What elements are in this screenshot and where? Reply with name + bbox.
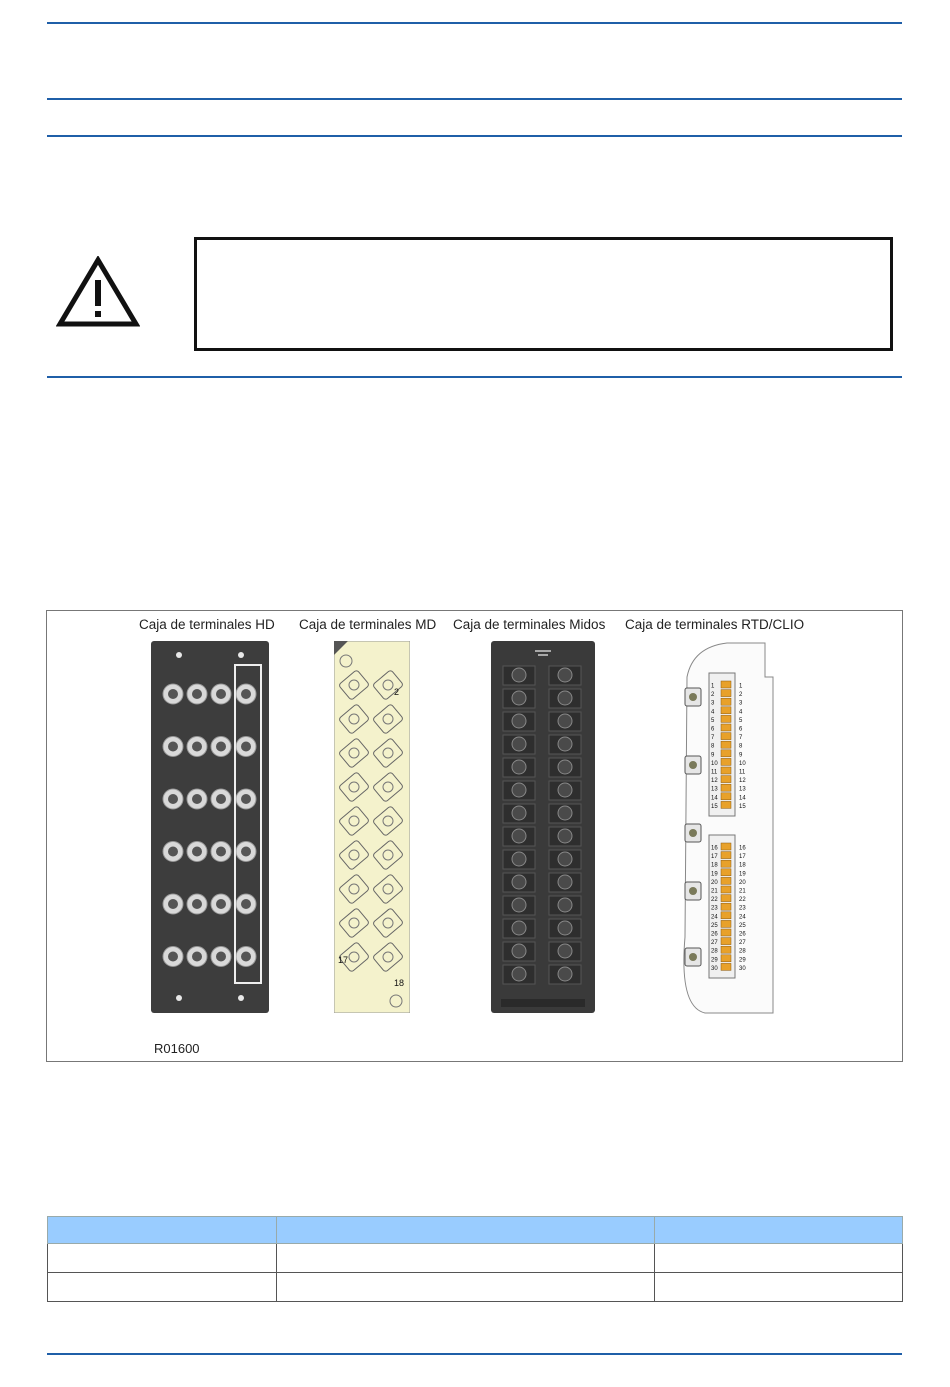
rtd-terminal-label: 13 bbox=[711, 786, 718, 793]
rtd-terminal bbox=[721, 963, 731, 970]
md-terminal-block bbox=[334, 641, 410, 1013]
rtd-clio-terminal-block bbox=[677, 637, 781, 1017]
rtd-terminal-label: 28 bbox=[711, 948, 718, 955]
rtd-terminal bbox=[721, 767, 731, 774]
rtd-terminal-label: 26 bbox=[711, 931, 718, 938]
rtd-terminal-label: 19 bbox=[711, 871, 718, 878]
rtd-terminal bbox=[721, 886, 731, 893]
rtd-terminal bbox=[721, 690, 731, 697]
rtd-terminal bbox=[721, 741, 731, 748]
rtd-terminal-label: 12 bbox=[711, 778, 718, 785]
terminal-screw-core bbox=[192, 847, 202, 857]
rtd-terminal-label: 23 bbox=[739, 905, 746, 912]
header-rule-top bbox=[47, 22, 902, 24]
section-rule-2 bbox=[47, 135, 902, 137]
rtd-terminal bbox=[721, 903, 731, 910]
terminal-screw-core bbox=[192, 742, 202, 752]
midos-terminal-block bbox=[491, 641, 595, 1013]
rtd-terminal bbox=[721, 801, 731, 808]
rtd-terminal-label: 13 bbox=[739, 786, 746, 793]
rtd-terminal-label: 22 bbox=[739, 897, 746, 904]
cable-clamp-screw bbox=[689, 693, 697, 701]
rtd-terminal-label: 7 bbox=[739, 735, 743, 742]
rtd-terminal bbox=[721, 698, 731, 705]
rtd-terminal-label: 14 bbox=[711, 795, 718, 802]
rtd-terminal-label: 6 bbox=[711, 726, 715, 733]
terminal-screw bbox=[558, 967, 572, 981]
terminal-screw-core bbox=[216, 847, 226, 857]
rtd-terminal-label: 15 bbox=[711, 803, 718, 810]
rtd-terminal-label: 8 bbox=[711, 743, 715, 750]
rtd-terminal-label: 16 bbox=[711, 845, 718, 852]
rtd-terminal-label: 6 bbox=[739, 726, 743, 733]
rtd-terminal bbox=[721, 793, 731, 800]
rtd-terminal bbox=[721, 776, 731, 783]
terminal-screw bbox=[512, 760, 526, 774]
rtd-terminal bbox=[721, 681, 731, 688]
table-row bbox=[48, 1244, 903, 1273]
terminal-screw bbox=[512, 783, 526, 797]
rtd-terminal-label: 11 bbox=[739, 769, 746, 776]
rtd-terminal bbox=[721, 707, 731, 714]
rtd-terminal bbox=[721, 750, 731, 757]
terminal-screw-core bbox=[241, 689, 251, 699]
caption-midos: Caja de terminales Midos bbox=[453, 617, 606, 632]
table-header-row bbox=[48, 1217, 903, 1244]
rtd-terminal-label: 27 bbox=[711, 940, 718, 947]
caption-md: Caja de terminales MD bbox=[299, 617, 437, 632]
rtd-terminal-label: 25 bbox=[711, 922, 718, 929]
rtd-terminal-label: 20 bbox=[739, 879, 746, 886]
table-cell bbox=[276, 1273, 655, 1302]
rtd-terminal-label: 27 bbox=[739, 940, 746, 947]
rtd-terminal bbox=[721, 852, 731, 859]
rtd-terminal-label: 14 bbox=[739, 795, 746, 802]
table-header-cell bbox=[48, 1217, 277, 1244]
terminal-screw bbox=[512, 898, 526, 912]
terminal-screw-core bbox=[168, 847, 178, 857]
rtd-terminal-label: 22 bbox=[711, 897, 718, 904]
rtd-terminal-label: 2 bbox=[711, 692, 715, 699]
terminal-screw bbox=[512, 921, 526, 935]
rtd-terminal bbox=[721, 869, 731, 876]
mounting-hole bbox=[176, 652, 182, 658]
rtd-terminal-label: 26 bbox=[739, 931, 746, 938]
rtd-terminal-label: 24 bbox=[739, 914, 746, 921]
rtd-terminal-label: 1 bbox=[739, 683, 743, 690]
terminal-screw-core bbox=[241, 742, 251, 752]
table-cell bbox=[655, 1273, 903, 1302]
terminal-screw-core bbox=[168, 742, 178, 752]
rtd-terminal-label: 16 bbox=[739, 845, 746, 852]
rtd-terminal-label: 21 bbox=[711, 888, 718, 895]
rtd-terminal-label: 15 bbox=[739, 803, 746, 810]
terminal-screw-core bbox=[168, 952, 178, 962]
terminal-screw bbox=[512, 714, 526, 728]
terminal-screw-core bbox=[192, 689, 202, 699]
md-label-17: 17 bbox=[338, 955, 349, 965]
rtd-terminal-label: 4 bbox=[711, 709, 715, 716]
terminal-screw-core bbox=[216, 794, 226, 804]
mounting-hole bbox=[238, 652, 244, 658]
rtd-terminal-label: 8 bbox=[739, 743, 743, 750]
rtd-terminal-label: 29 bbox=[739, 957, 746, 964]
terminal-screw-core bbox=[216, 952, 226, 962]
terminal-screw-core bbox=[168, 689, 178, 699]
rtd-terminal-label: 4 bbox=[739, 709, 743, 716]
figure-reference: R01600 bbox=[154, 1041, 200, 1056]
terminal-screw-core bbox=[192, 899, 202, 909]
terminal-screw bbox=[558, 829, 572, 843]
table-cell bbox=[48, 1273, 277, 1302]
mounting-hole bbox=[176, 995, 182, 1001]
rtd-terminal bbox=[721, 733, 731, 740]
rtd-terminal bbox=[721, 946, 731, 953]
terminal-screw bbox=[558, 875, 572, 889]
terminal-screw bbox=[512, 852, 526, 866]
mounting-hole bbox=[238, 995, 244, 1001]
terminal-screw-core bbox=[168, 794, 178, 804]
terminal-screw-core bbox=[241, 899, 251, 909]
rtd-terminal bbox=[721, 860, 731, 867]
md-label-2: 2 bbox=[394, 687, 400, 697]
table-cell bbox=[276, 1244, 655, 1273]
terminal-screw bbox=[558, 668, 572, 682]
rtd-terminal-label: 17 bbox=[739, 854, 746, 861]
rtd-terminal bbox=[721, 929, 731, 936]
warning-triangle-icon bbox=[56, 256, 140, 330]
terminal-screw-core bbox=[241, 952, 251, 962]
rtd-terminal bbox=[721, 912, 731, 919]
terminal-blocks-figure bbox=[46, 610, 903, 1062]
rtd-terminal-label: 28 bbox=[739, 948, 746, 955]
terminal-screw bbox=[512, 668, 526, 682]
terminal-screw bbox=[512, 875, 526, 889]
terminal-screw bbox=[512, 806, 526, 820]
terminal-screw bbox=[558, 783, 572, 797]
rtd-terminal-label: 20 bbox=[711, 879, 718, 886]
terminal-screw bbox=[558, 944, 572, 958]
caption-hd: Caja de terminales HD bbox=[139, 617, 275, 632]
terminal-screw bbox=[512, 691, 526, 705]
terminal-screw bbox=[512, 737, 526, 751]
terminal-screw bbox=[558, 737, 572, 751]
section-rule-3 bbox=[47, 376, 902, 378]
terminal-screw-core bbox=[241, 794, 251, 804]
rtd-terminal bbox=[721, 724, 731, 731]
md-label-18: 18 bbox=[394, 978, 405, 988]
terminal-screw bbox=[558, 714, 572, 728]
rtd-terminal-label: 10 bbox=[739, 760, 746, 767]
rtd-terminal-label: 10 bbox=[711, 760, 718, 767]
table-row bbox=[48, 1273, 903, 1302]
cable-clamp-screw bbox=[689, 887, 697, 895]
rtd-terminal-label: 30 bbox=[739, 965, 746, 972]
rtd-terminal-label: 17 bbox=[711, 854, 718, 861]
cable-clamp-screw bbox=[689, 761, 697, 769]
table-header-cell bbox=[655, 1217, 903, 1244]
rtd-terminal-label: 2 bbox=[739, 692, 743, 699]
terminal-screw-core bbox=[192, 794, 202, 804]
terminal-screw bbox=[558, 691, 572, 705]
midos-base bbox=[501, 999, 585, 1007]
terminal-screw-core bbox=[192, 952, 202, 962]
terminal-screw bbox=[558, 760, 572, 774]
cable-clamp-screw bbox=[689, 829, 697, 837]
rtd-terminal bbox=[721, 877, 731, 884]
terminal-screw-core bbox=[216, 899, 226, 909]
terminal-screw bbox=[558, 852, 572, 866]
rtd-terminal-label: 11 bbox=[711, 769, 718, 776]
rtd-terminal-label: 1 bbox=[711, 683, 715, 690]
terminal-screw-core bbox=[216, 742, 226, 752]
rtd-terminal bbox=[721, 955, 731, 962]
terminal-screw-core bbox=[241, 847, 251, 857]
terminal-screw-core bbox=[168, 899, 178, 909]
rtd-terminal-label: 23 bbox=[711, 905, 718, 912]
table-header-cell bbox=[276, 1217, 655, 1244]
rtd-terminal-label: 9 bbox=[739, 752, 743, 759]
rtd-terminal-label: 30 bbox=[711, 965, 718, 972]
rtd-terminal-label: 18 bbox=[739, 862, 746, 869]
rtd-terminal bbox=[721, 920, 731, 927]
rtd-terminal-label: 7 bbox=[711, 735, 715, 742]
rtd-terminal bbox=[721, 938, 731, 945]
rtd-terminal bbox=[721, 758, 731, 765]
rtd-terminal-label: 3 bbox=[711, 700, 715, 707]
table-cell bbox=[48, 1244, 277, 1273]
rtd-terminal-label: 21 bbox=[739, 888, 746, 895]
table-cell bbox=[655, 1244, 903, 1273]
rtd-terminal bbox=[721, 843, 731, 850]
spec-table bbox=[47, 1216, 903, 1302]
cable-clamp-screw bbox=[689, 953, 697, 961]
rtd-terminal bbox=[721, 784, 731, 791]
rtd-terminal-label: 5 bbox=[739, 717, 743, 724]
terminal-screw bbox=[512, 944, 526, 958]
footer-rule bbox=[47, 1353, 902, 1355]
rtd-terminal bbox=[721, 895, 731, 902]
warning-box bbox=[194, 237, 893, 351]
terminal-screw bbox=[558, 806, 572, 820]
rtd-terminal-label: 12 bbox=[739, 778, 746, 785]
rtd-terminal-label: 24 bbox=[711, 914, 718, 921]
rtd-terminal-label: 25 bbox=[739, 922, 746, 929]
rtd-terminal-label: 18 bbox=[711, 862, 718, 869]
terminal-screw bbox=[512, 967, 526, 981]
rtd-terminal-label: 29 bbox=[711, 957, 718, 964]
caption-rtd-clio: Caja de terminales RTD/CLIO bbox=[625, 617, 805, 632]
rtd-terminal-label: 9 bbox=[711, 752, 715, 759]
terminal-screw bbox=[512, 829, 526, 843]
rtd-terminal-label: 3 bbox=[739, 700, 743, 707]
terminal-screw bbox=[558, 921, 572, 935]
hd-terminal-block bbox=[151, 641, 269, 1013]
section-rule-1 bbox=[47, 98, 902, 100]
terminal-screw bbox=[558, 898, 572, 912]
terminal-screw-core bbox=[216, 689, 226, 699]
rtd-terminal bbox=[721, 715, 731, 722]
rtd-terminal-label: 5 bbox=[711, 717, 715, 724]
rtd-terminal-label: 19 bbox=[739, 871, 746, 878]
